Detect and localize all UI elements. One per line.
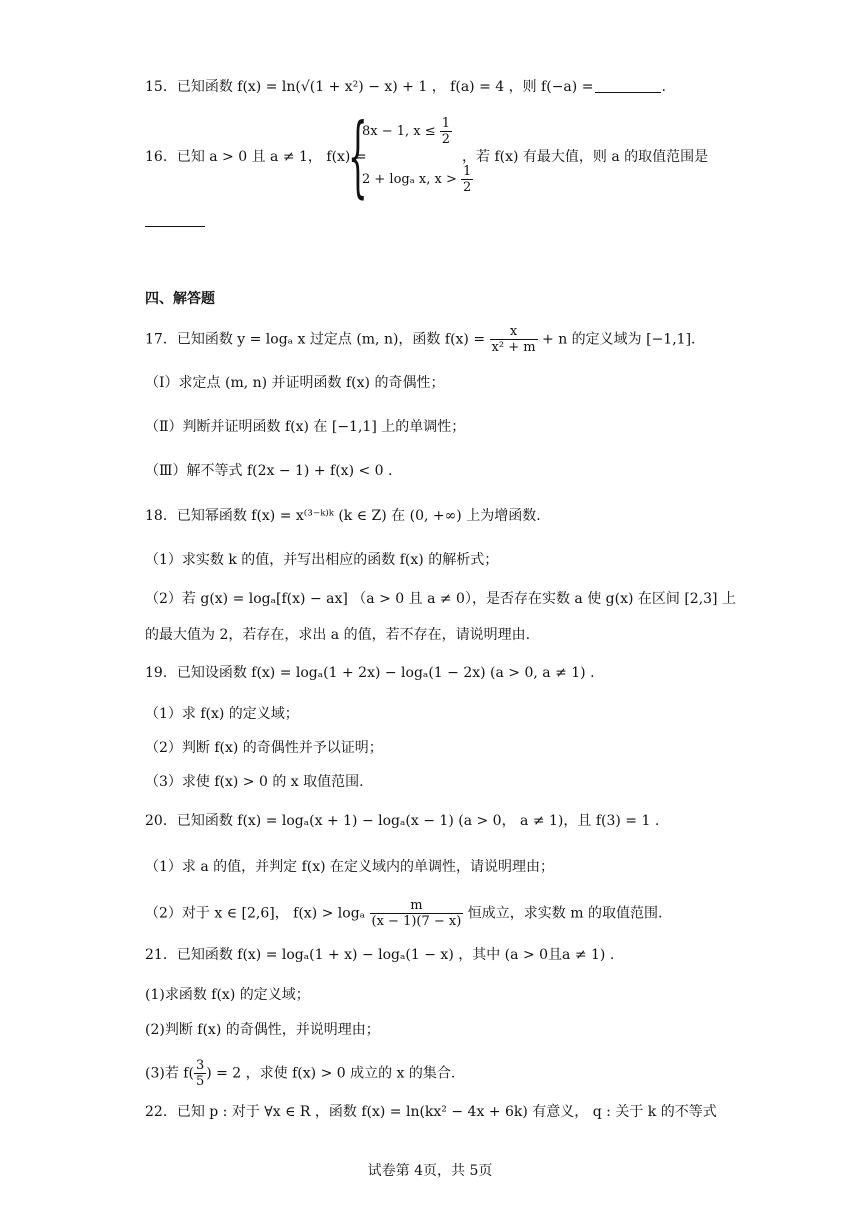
question-15-text: 15．已知函数 f(x) = ln(√(1 + x²) − x) + 1 ， f(a) = 4 ，则 f(−a) =	[145, 79, 594, 95]
question-18-part-2-cont: 的最大值为 2，若存在，求出 a 的值，若不存在，请说明理由.	[145, 627, 531, 643]
page-footer: 试卷第 4页，共 5页	[367, 1163, 493, 1179]
question-19-stem: 19．已知设函数 f(x) = logₐ(1 + 2x) − logₐ(1 − 2x) (a > 0, a ≠ 1) .	[145, 665, 595, 681]
question-17-part-3: （Ⅲ）解不等式 f(2x − 1) + f(x) < 0 .	[145, 463, 393, 479]
question-15-end: .	[661, 79, 666, 95]
question-17-part-1: （Ⅰ）求定点 (m, n) 并证明函数 f(x) 的奇偶性；	[145, 375, 445, 391]
fraction-denominator: 2	[462, 180, 472, 195]
question-15	[145, 76, 750, 98]
question-21-part-1: (1)求函数 f(x) 的定义域；	[145, 987, 310, 1003]
fraction-numerator: m	[370, 898, 464, 914]
question-19-part-1: （1）求 f(x) 的定义域；	[145, 706, 299, 722]
question-16-suffix-text: ，若 f(x) 有最大值，则 a 的取值范围是	[462, 149, 709, 165]
piecewise-case-1	[362, 116, 452, 147]
question-21-part-3-end: ) = 2 ，求使 f(x) > 0 成立的 x 的集合.	[206, 1065, 456, 1082]
question-17-text: 17．已知函数 y = logₐ x 过定点 (m, n)，函数 f(x) =	[145, 331, 486, 348]
answer-blank[interactable]	[595, 78, 661, 93]
fraction-denominator: 5	[195, 1074, 205, 1089]
question-16-suffix	[462, 146, 750, 168]
case-2-fraction	[461, 164, 473, 195]
fraction-numerator: 1	[441, 116, 451, 131]
question-22-stem: 22．已知 p : 对于 ∀x ∈ R ，函数 f(x) = ln(kx² − 4x + 6k) 有意义， q : 关于 k 的不等式	[145, 1104, 717, 1120]
question-19-part-3: （3）求使 f(x) > 0 的 x 取值范围.	[145, 774, 364, 790]
question-18-part-2: （2）若 g(x) = logₐ[f(x) − ax] （a > 0 且 a ≠ 0），是否存在实数 a 使 g(x) 在区间 [2,3] 上	[145, 591, 736, 607]
question-19-part-2: （2）判断 f(x) 的奇偶性并予以证明；	[145, 740, 383, 756]
case-2-text: 2 + logₐ x, x >	[362, 172, 457, 187]
answer-blank[interactable]	[145, 226, 205, 227]
question-20-part-2-text: （2）对于 x ∈ [2,6]， f(x) > logₐ	[145, 905, 366, 922]
question-21-stem: 21．已知函数 f(x) = logₐ(1 + x) − logₐ(1 − x) ，其中 (a > 0且a ≠ 1) .	[145, 947, 615, 963]
fraction-numerator: 1	[462, 164, 472, 179]
fraction-numerator: 3	[195, 1058, 205, 1073]
fraction-denominator: (x − 1)(7 − x)	[371, 914, 462, 929]
question-21-fraction	[194, 1058, 206, 1089]
section-title: 四、解答题	[145, 291, 215, 307]
question-17-stem	[145, 324, 750, 355]
question-21-part-3	[145, 1058, 750, 1089]
piecewise-function	[348, 104, 472, 207]
question-21-part-3-text: (3)若 f(	[145, 1065, 194, 1082]
fraction-numerator: x	[490, 324, 538, 340]
fraction-denominator: 2	[441, 132, 451, 147]
question-17-text-end: + n 的定义域为 [−1,1].	[542, 331, 696, 348]
brace-symbol: {	[348, 104, 368, 207]
piecewise-case-2	[362, 164, 473, 195]
case-1-fraction	[440, 116, 452, 147]
fraction-denominator: x² + m	[491, 340, 536, 355]
question-20-part-2	[145, 898, 750, 929]
question-18-stem: 18．已知幂函数 f(x) = x⁽³⁻ᵏ⁾ᵏ (k ∈ Z) 在 (0, +∞) 上为增函数.	[145, 508, 541, 524]
question-17-part-2: （Ⅱ）判断并证明函数 f(x) 在 [−1,1] 上的单调性；	[145, 419, 466, 435]
question-18-part-1: （1）求实数 k 的值，并写出相应的函数 f(x) 的解析式；	[145, 552, 499, 568]
question-17-fraction	[490, 324, 538, 355]
question-16-text: 16．已知 a > 0 且 a ≠ 1， f(x) =	[145, 149, 367, 165]
case-1-text: 8x − 1, x ≤	[362, 124, 436, 139]
question-20-part-2-end: 恒成立，求实数 m 的取值范围.	[467, 905, 663, 922]
question-21-part-2: (2)判断 f(x) 的奇偶性，并说明理由；	[145, 1022, 380, 1038]
question-20-stem: 20．已知函数 f(x) = logₐ(x + 1) − logₐ(x − 1) (a > 0， a ≠ 1)，且 f(3) = 1 .	[145, 813, 660, 829]
question-20-fraction	[370, 898, 464, 929]
question-20-part-1: （1）求 a 的值，并判定 f(x) 在定义域内的单调性，请说明理由；	[145, 859, 555, 875]
